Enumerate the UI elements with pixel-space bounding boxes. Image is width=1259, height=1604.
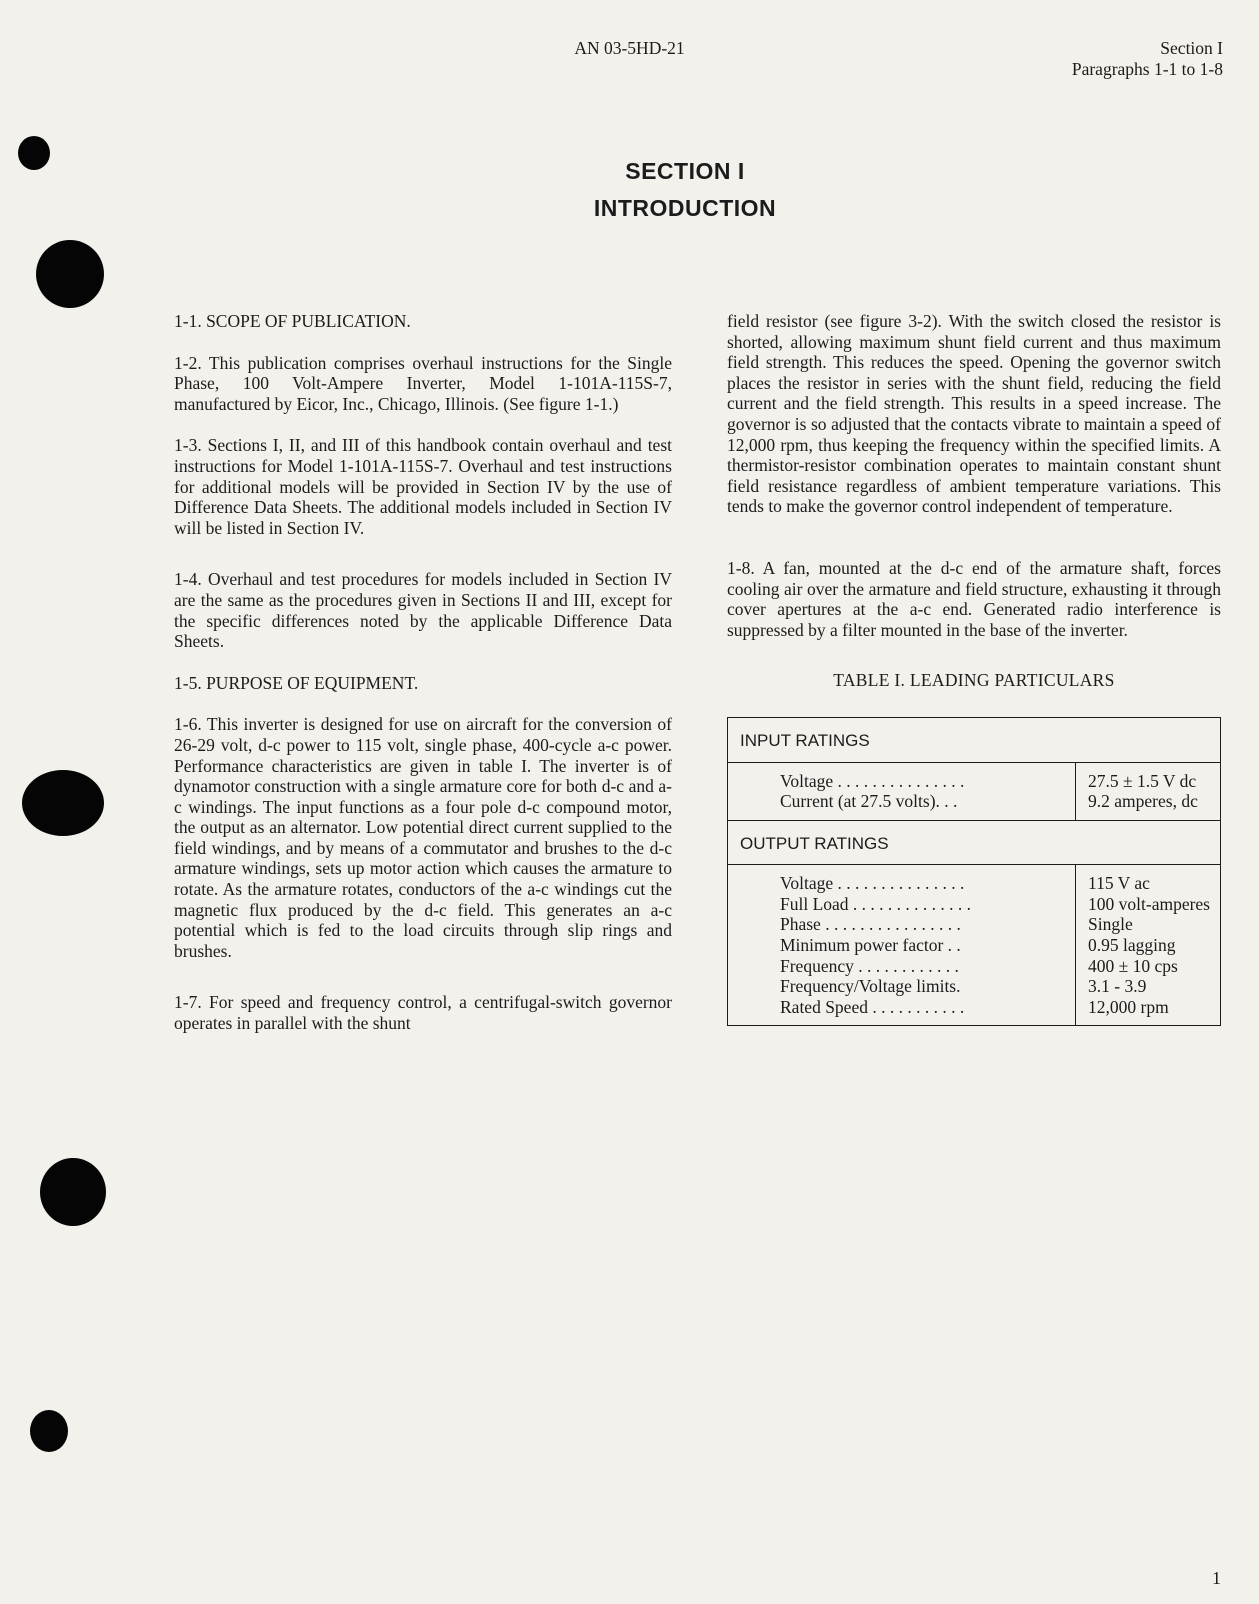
running-head xyxy=(1072,38,1223,80)
punch-hole xyxy=(40,1158,106,1226)
table-row xyxy=(728,762,1221,820)
paragraph-1-7: 1-7. For speed and frequency control, a centrifugal-switch governor operates in parallel with the shunt xyxy=(174,992,672,1034)
row-label: Phase . . . . . . . . . . . . . . . . xyxy=(780,914,961,935)
value-cell xyxy=(1076,762,1221,820)
paragraph-1-3: 1-3. Sections I, II, and III of this handbook contain overhaul and test instructions for Model 1-101A-115S-7. Overhaul and test instructions for additional models will be provided in Section IV by the use of Difference Data Sheets. The additional models included in Section IV will be listed in Section IV. xyxy=(174,435,672,538)
row-label: Current (at 27.5 volts). . . xyxy=(780,791,958,812)
row-value: 115 V ac xyxy=(1088,873,1150,894)
input-ratings-heading: INPUT RATINGS xyxy=(728,717,1221,762)
row-value: 100 volt-amperes xyxy=(1088,893,1210,914)
row-label: Frequency . . . . . . . . . . . . xyxy=(780,955,959,976)
paragraph-range: Paragraphs 1-1 to 1-8 xyxy=(1071,59,1223,79)
row-value: 9.2 amperes, dc xyxy=(1088,791,1198,812)
page-number: 1 xyxy=(1212,1568,1221,1588)
row-value: 400 ± 10 cps xyxy=(1088,955,1178,976)
heading-purpose: 1-5. PURPOSE OF EQUIPMENT. xyxy=(174,672,419,693)
label-cell xyxy=(728,762,1076,820)
punch-hole xyxy=(30,1410,68,1452)
row-value: 27.5 ± 1.5 V dc xyxy=(1088,770,1197,791)
row-value: 3.1 - 3.9 xyxy=(1088,976,1147,997)
label-cell xyxy=(728,865,1076,1026)
left-column xyxy=(174,311,672,1055)
paragraph-1-4: 1-4. Overhaul and test procedures for models included in Section IV are the same as the procedures given in Sections II and III, except for the specific differences noted by the applicable Difference Data Sheets. xyxy=(174,569,672,652)
paragraph-1-2: 1-2. This publication comprises overhaul instructions for the Single Phase, 100 Volt-Ampere Inverter, Model 1-101A-115S-7, manufactured by Eicor, Inc., Chicago, Illinois. (See figure 1-1.) xyxy=(174,352,672,414)
paragraph-1-6: 1-6. This inverter is designed for use on aircraft for the conversion of 26-29 volt, d-c power to 115 volt, single phase, 400-cycle a-c power. Performance characteristics are given in table I. The inverter is of dynamotor construction with a single armature core for both d-c and a-c windings. The input functions as a four pole d-c compound motor, the output as an alternator. Low potential direct current supplied to the field windings, and by means of a commutator and brushes to the d-c armature windings, sets up motor action which causes the armature to rotate. As the armature rotates, conductors of the a-c windings cut the magnetic flux produced by the d-c field. This generates an a-c potential which is fed to the load circuits through slip rings and brushes. xyxy=(174,714,672,961)
row-value: Single xyxy=(1088,914,1133,935)
row-label: Full Load . . . . . . . . . . . . . . xyxy=(780,893,972,914)
leading-particulars-table xyxy=(727,717,1221,1027)
section-heading: SECTION I xyxy=(625,158,745,184)
table-title: TABLE I. LEADING PARTICULARS xyxy=(833,670,1115,691)
paragraph-1-7-cont: field resistor (see figure 3-2). With the switch closed the resistor is shorted, allowing maximum shunt field current and thus maximum field strength. This reduces the speed. Opening the governor switch places the resistor in series with the shunt field, reducing the field current and the field strength. This results in a speed increase. The governor is so adjusted that the contacts vibrate to maintain a speed of 12,000 rpm, thus keeping the frequency within the specified limits. A thermistor-resistor combination operates to maintain constant shunt field resistance regardless of ambient temperature variations. This tends to make the governor control independent of temperature. xyxy=(727,311,1221,517)
value-cell xyxy=(1076,865,1221,1026)
section-label: Section I xyxy=(1160,38,1223,58)
document-number: AN 03-5HD-21 xyxy=(574,38,685,58)
table-group-row xyxy=(728,820,1221,865)
right-column xyxy=(727,311,1221,1026)
output-ratings-heading: OUTPUT RATINGS xyxy=(728,820,1221,865)
row-label: Frequency/Voltage limits. xyxy=(780,976,961,997)
row-value: 12,000 rpm xyxy=(1088,996,1169,1017)
heading-scope: 1-1. SCOPE OF PUBLICATION. xyxy=(174,311,411,331)
row-label: Voltage . . . . . . . . . . . . . . . xyxy=(780,770,965,791)
row-value: 0.95 lagging xyxy=(1088,935,1176,956)
row-label: Rated Speed . . . . . . . . . . . xyxy=(780,996,965,1017)
punch-hole xyxy=(36,240,104,308)
section-name: INTRODUCTION xyxy=(593,195,777,221)
table-group-row xyxy=(728,717,1221,762)
row-label: Minimum power factor . . xyxy=(780,935,961,956)
table-row xyxy=(728,865,1221,1026)
paragraph-1-8: 1-8. A fan, mounted at the d-c end of the armature shaft, forces cooling air over the armature and field structure, exhausting it through cover apertures at the a-c end. Generated radio interference is suppressed by a filter mounted in the base of the inverter. xyxy=(727,557,1221,640)
row-label: Voltage . . . . . . . . . . . . . . . xyxy=(780,873,965,894)
punch-hole xyxy=(22,770,104,836)
